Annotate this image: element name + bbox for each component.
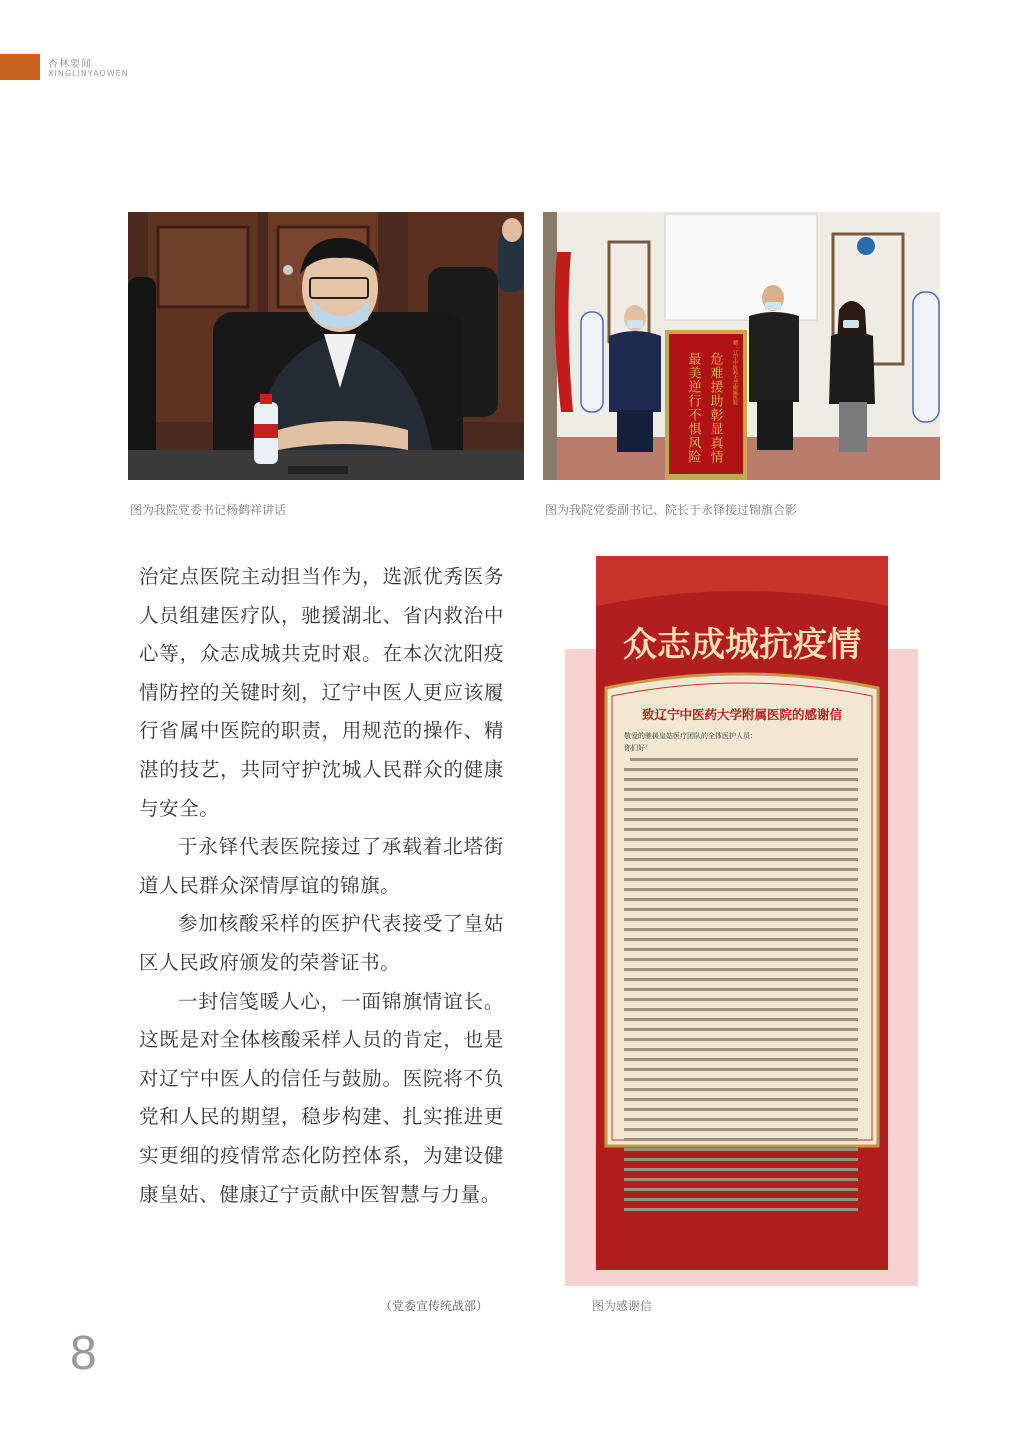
photo-banner-handover xyxy=(543,212,940,480)
article-source: （党委宣传统战部） xyxy=(380,1299,489,1313)
section-color-bar xyxy=(0,54,40,80)
meeting-illustration xyxy=(128,212,524,480)
banner-handover-illustration xyxy=(543,212,940,480)
body-paragraph: 于永铎代表医院接过了承载着北塔街道人民群众深情厚谊的锦旗。 xyxy=(139,835,504,897)
banner-column-1: 最美逆行不惧风险 xyxy=(685,352,701,464)
thank-you-letter-photo xyxy=(596,556,888,1270)
banner-dedication: 赠：辽宁中医药大学附属医院 xyxy=(732,340,738,405)
body-paragraph: 一封信笺暖人心，一面锦旗情谊长。这既是对全体核酸采样人员的肯定，也是对辽宁中医人的信任与鼓励。医院将不负党和人民的期望，稳步构建、扎实推进更实更细的疫情常态化防控体系，为建设健康皇姑、健康辽宁贡献中医智慧与力量。 xyxy=(139,989,504,1206)
body-paragraph: 治定点医院主动担当作为，选派优秀医务人员组建医疗队，驰援湖北、省内救治中心等，众志成城共克时艰。在本次沈阳疫情防控的关键时刻，辽宁中医人更应该履行省属中医院的职责，用规范的操作、精湛的技艺，共同守护沈城人民群众的健康与安全。 xyxy=(139,565,504,820)
photo-caption: 图为我院党委副书记、院长于永铎接过锦旗合影 xyxy=(545,503,798,517)
page-number: 8 xyxy=(70,1327,97,1380)
letter-banner-title: 众志成城抗疫情 xyxy=(623,625,861,665)
photo-meeting-speech xyxy=(128,212,524,480)
article-body xyxy=(139,558,504,1214)
body-paragraph: 参加核酸采样的医护代表接受了皇姑区人民政府颁发的荣誉证书。 xyxy=(139,912,504,974)
letter-caption: 图为感谢信 xyxy=(592,1299,653,1313)
banner-column-2: 危难援助彰显真情 xyxy=(707,352,723,464)
letter-illustration xyxy=(596,556,888,1270)
photo-caption: 图为我院党委书记杨鹤祥讲话 xyxy=(130,503,287,517)
letter-title: 致辽宁中医药大学附属医院的感谢信 xyxy=(641,707,843,722)
section-title: 杏林要闻 xyxy=(48,59,92,70)
letter-greeting: 你们好！ xyxy=(624,744,652,752)
section-title-pinyin: XINGLINYAOWEN xyxy=(48,69,129,78)
letter-salutation: 敬爱的驰援皇姑医疗团队的全体医护人员： xyxy=(624,732,757,740)
